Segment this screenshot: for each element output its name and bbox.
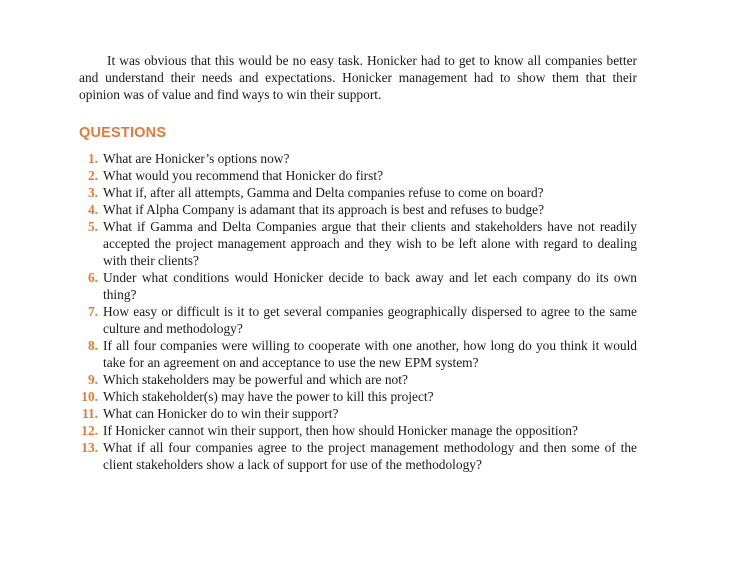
question-text: How easy or difficult is it to get several companies geographically dispersed to agree to the same culture and methodology? [103,304,637,336]
question-text: What if Alpha Company is adamant that its approach is best and refuses to budge? [103,202,545,217]
question-item [79,201,637,218]
question-item [79,371,637,388]
question-number: 12. [81,423,98,438]
question-number: 9. [87,372,98,387]
intro-paragraph: It was obvious that this would be no easy task. Honicker had to get to know all companies better and understand their needs and expectations. Honicker management had to show them that their opinion was of value and find ways to win their support. [79,53,637,102]
question-item [79,150,637,167]
question-text: Which stakeholder(s) may have the power to kill this project? [103,389,434,404]
question-text: Under what conditions would Honicker decide to back away and let each company do its own thing? [103,270,637,302]
question-item [79,303,637,337]
question-item [79,388,637,405]
question-number: 4. [87,202,98,217]
question-number: 13. [81,440,98,455]
question-item [79,167,637,184]
questions-list [79,150,637,473]
question-text: If Honicker cannot win their support, then how should Honicker manage the opposition? [103,423,578,438]
question-item [79,405,637,422]
question-item [79,184,637,201]
question-number: 7. [87,304,98,319]
question-text: What would you recommend that Honicker do first? [103,168,384,183]
question-number: 8. [87,338,98,353]
question-text: What if Gamma and Delta Companies argue that their clients and stakeholders have not readily accepted the project management approach and they wish to be left alone with regard to dealing with their clients? [103,219,637,268]
question-number: 11. [82,406,98,421]
question-text: Which stakeholders may be powerful and which are not? [103,372,408,387]
question-number: 3. [87,185,98,200]
question-item [79,269,637,303]
question-number: 1. [87,151,98,166]
question-item [79,337,637,371]
question-text: What if, after all attempts, Gamma and Delta companies refuse to come on board? [103,185,544,200]
section-heading: QUESTIONS [79,125,167,141]
question-text: What if all four companies agree to the project management methodology and then some of the client stakeholders show a lack of support for use of the methodology? [103,440,637,472]
question-text: What can Honicker do to win their support? [103,406,339,421]
question-text: If all four companies were willing to cooperate with one another, how long do you think it would take for an agreement on and acceptance to use the new EPM system? [103,338,637,370]
document-page [79,52,637,473]
question-item [79,218,637,269]
question-number: 10. [81,389,98,404]
question-number: 2. [87,168,98,183]
question-item [79,439,637,473]
question-number: 5. [87,219,98,234]
question-item [79,422,637,439]
question-text: What are Honicker’s options now? [103,151,290,166]
question-number: 6. [87,270,98,285]
